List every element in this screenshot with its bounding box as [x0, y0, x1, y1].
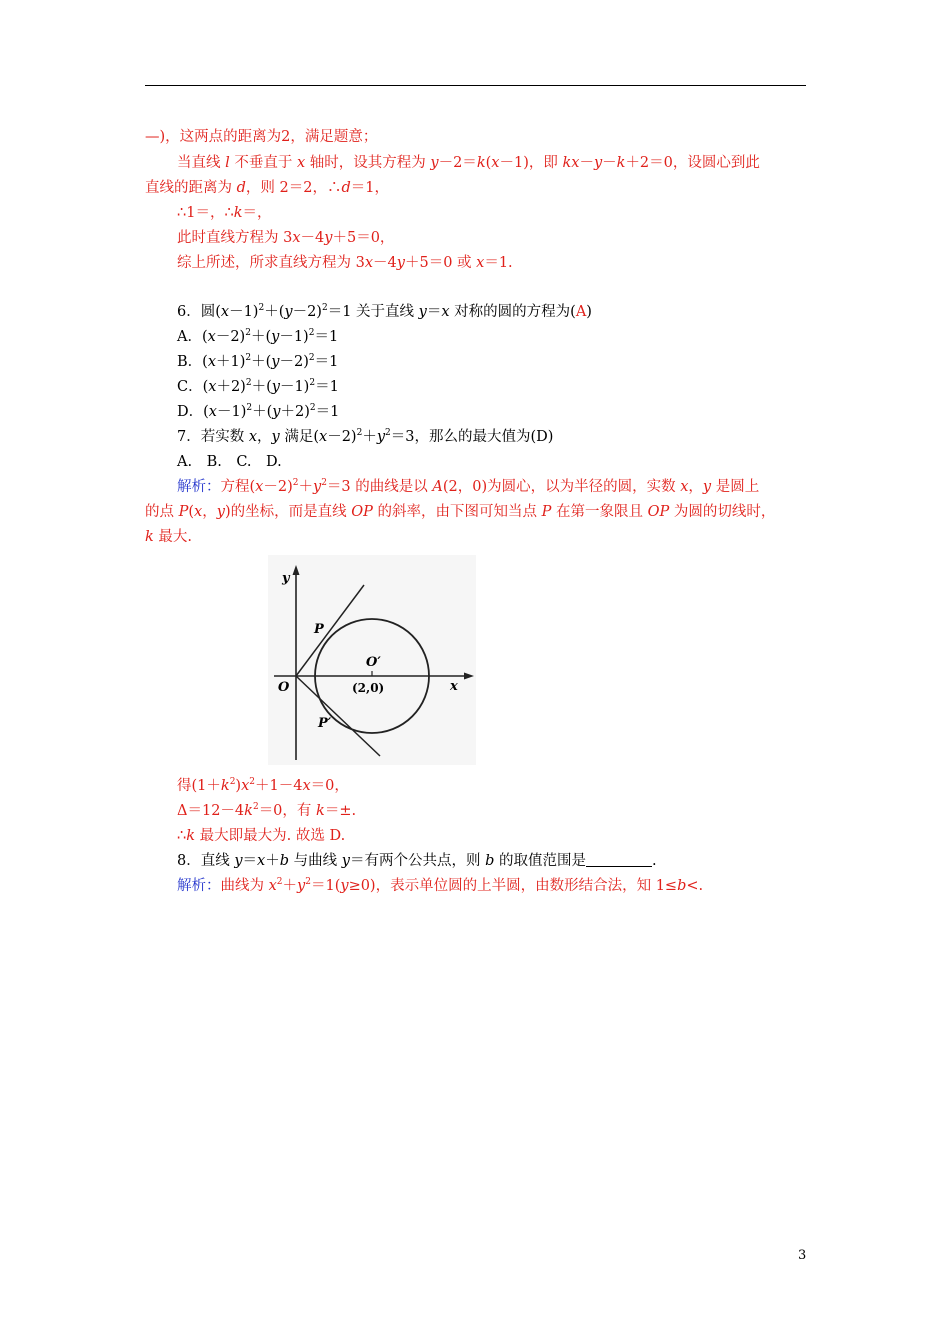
point-p-label: P	[314, 622, 324, 637]
solution-7-line-2: 的点 P(x，y)的坐标，而是直线 OP 的斜率，由下图可知当点 P 在第一象限且 OP 为圆的切线时，	[145, 504, 776, 520]
analysis-label: 解析：	[177, 878, 221, 894]
origin-label: O	[278, 680, 290, 695]
question-8: 8．直线 y＝x＋b 与曲线 y＝有两个公共点，则 b 的取值范围是 .	[177, 853, 657, 869]
center-label: O′	[366, 655, 381, 670]
question-7: 7．若实数 x，y 满足$(x-2)^2+y^2=3$，那么的最大值为(D)	[177, 428, 554, 445]
tangent-circle-figure	[268, 555, 476, 765]
solution-7-line-3: k 最大.	[145, 529, 193, 545]
solution-7-line-1: 解析：方程$(x-2)^2+y^2=3$ 的曲线是以 A(2，0)为圆心，以为半径的圆，实数 x，y 是圆上	[177, 478, 760, 495]
upper-tangent-line	[296, 585, 364, 676]
figure-svg	[268, 555, 476, 765]
analysis-label: 解析：	[177, 479, 221, 495]
solution-line-2: 当直线 l 不垂直于 x 轴时，设其方程为 y－2＝k(x－1)，即 kx－y－k＋2＝0，设圆心到此	[177, 155, 760, 171]
option-c: C．$(x+2)^2+(y-1)^2=1$	[177, 378, 339, 395]
page-number: 3	[798, 1248, 807, 1263]
solution-line-1	[145, 127, 377, 147]
question-6: 6．圆$(x-1)^2+(y-2)^2=1$ 关于直线 y＝x 对称的圆的方程为(A)	[177, 303, 592, 320]
y-axis-arrow	[293, 565, 300, 575]
x-axis-arrow	[464, 673, 474, 680]
answer-a: A	[575, 304, 587, 320]
solution-8: 解析：曲线为 $x^2+y^2=1(y\ge 0)$，表示单位圆的上半圆，由数形结合法，知 1≤b<.	[177, 877, 704, 894]
solution-line-6: 综上所述，所求直线方程为 3x－4y＋5＝0 或 x＝1.	[177, 255, 513, 271]
solution-line-4: ∴1＝，∴k＝，	[177, 205, 272, 221]
solution-line-5: 此时直线方程为 3x－4y＋5＝0，	[177, 230, 395, 246]
equation-line-1: 得$(1+k^2)x^2+1-4x=0$，	[177, 777, 349, 794]
point-p-prime-label: P′	[318, 716, 332, 731]
option-b: B．$(x+1)^2+(y-2)^2=1$	[177, 353, 339, 370]
header-rule	[145, 85, 806, 86]
x-axis-label: x	[450, 679, 458, 694]
equation-line-2: $\Delta=12-4k^2=0$，有 k＝±.	[177, 802, 357, 819]
text: —)，这两点的距离为2，满足题意；	[145, 129, 378, 145]
answer-blank	[586, 852, 652, 867]
option-d: D．$(x-1)^2+(y+2)^2=1$	[177, 403, 340, 420]
question-7-options: A. B. C. D.	[177, 454, 282, 470]
equation-line-3: ∴k 最大即最大为. 故选 D.	[177, 828, 346, 844]
option-a: A．$(x-2)^2+(y-1)^2=1$	[177, 328, 339, 345]
y-axis-label: y	[282, 571, 290, 586]
solution-line-3: 直线的距离为 d，则 2＝2，∴d＝1，	[145, 180, 389, 196]
center-coords-label: (2,0)	[352, 681, 385, 695]
